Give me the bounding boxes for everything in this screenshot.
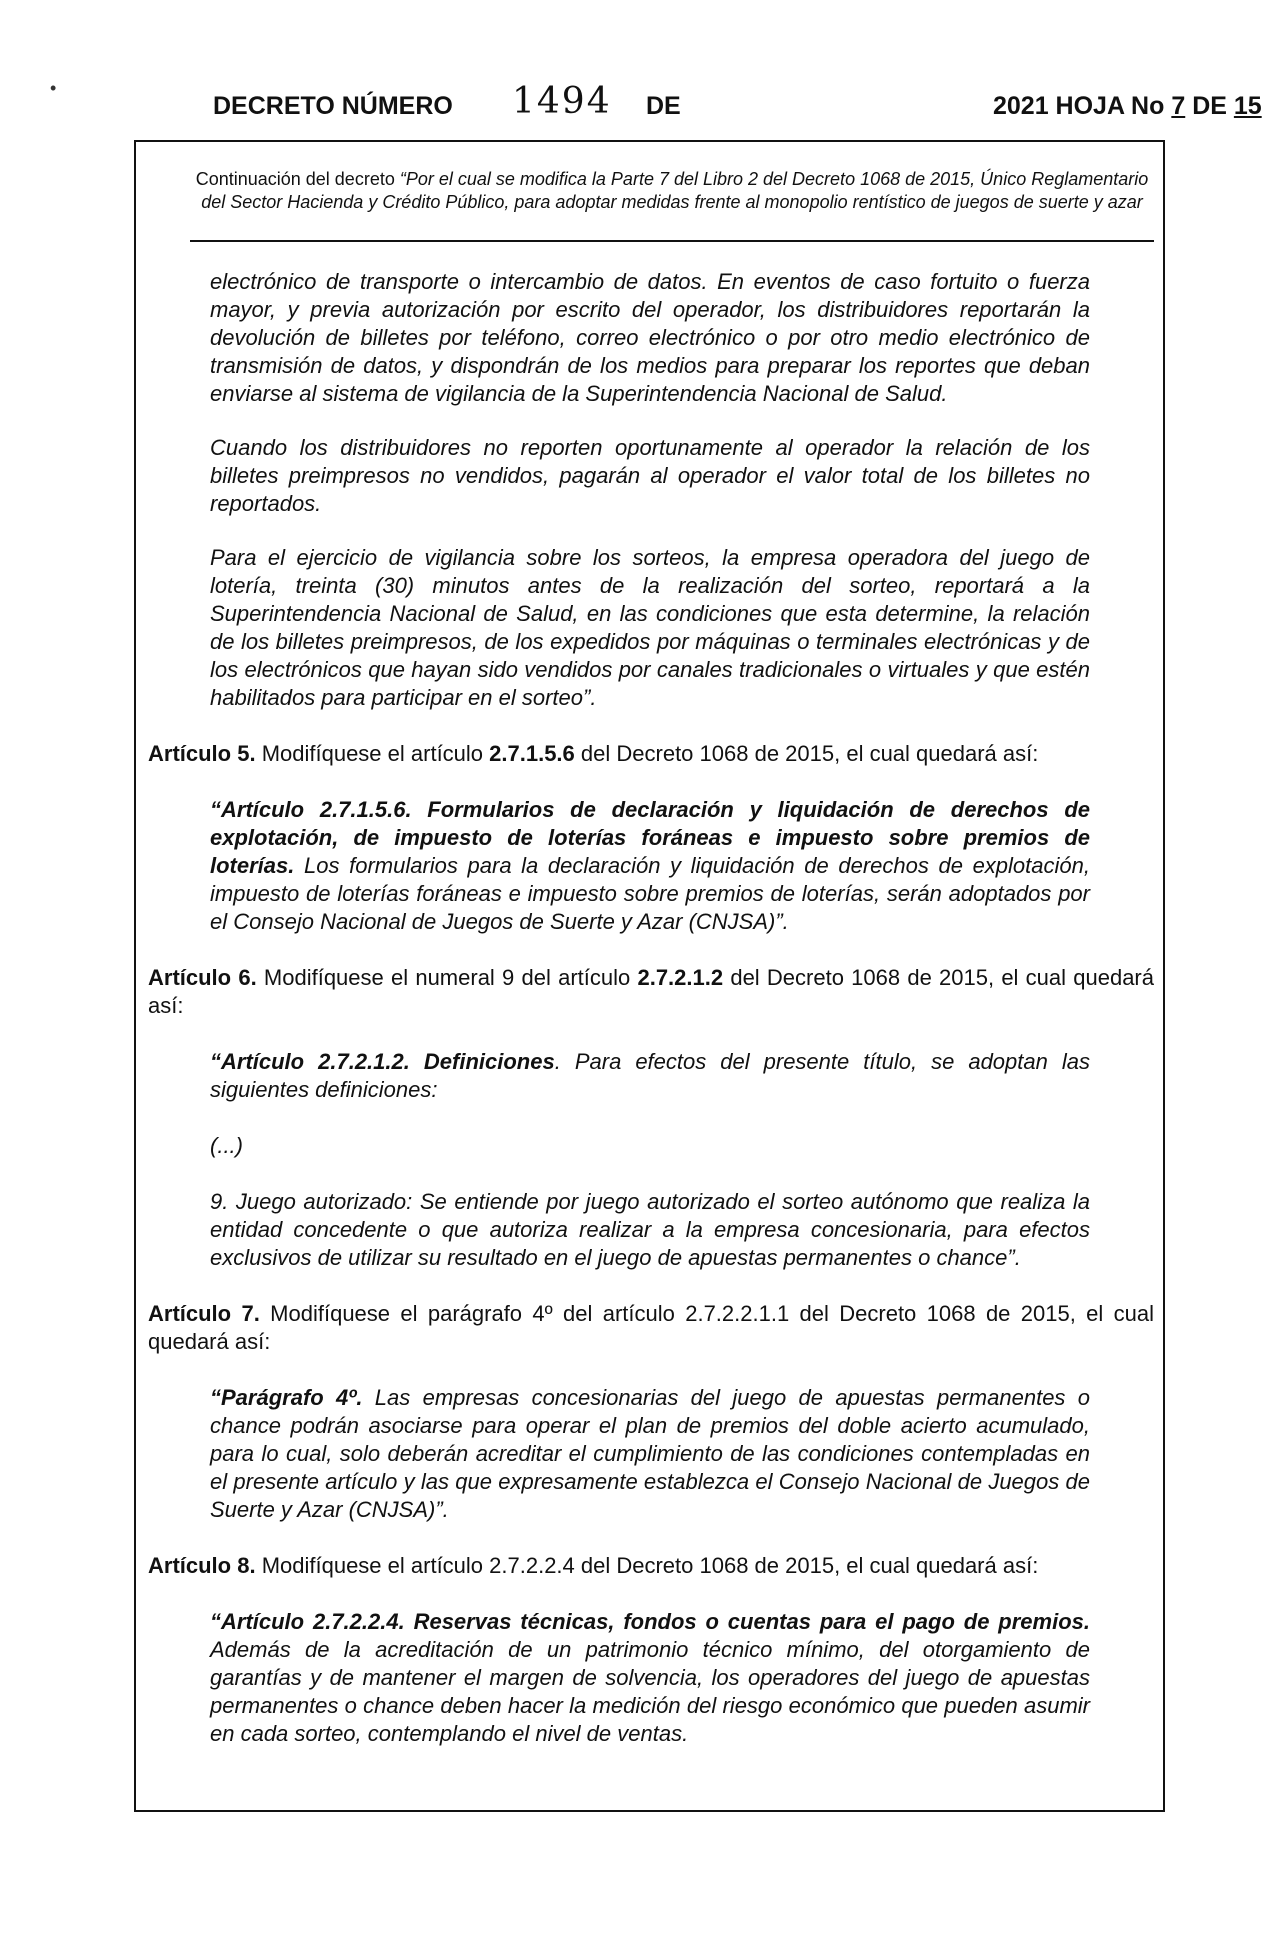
- year-and-page-label: [993, 86, 1262, 126]
- paragraph-devolucion: electrónico de transporte o intercambio de datos. En eventos de caso fortuito o fuerza mayor, y previa autorización por escrito del operador, los distribuidores reportarán la devolución de billetes por teléfono, correo electrónico o por otro medio electrónico de transmisión de datos, y dispondrán de los medios para preparar los reportes que deban enviarse al sistema de vigilancia de la Superintendencia Nacional de Salud.: [210, 269, 1090, 406]
- article-7-quote: [148, 1384, 1160, 1524]
- article-6-item-9: 9. Juego autorizado: Se entiende por juego autorizado el sorteo autónomo que realiza la entidad concedente o que autoriza realizar a la empresa concesionaria, para efectos exclusivos de utilizar su resultado en el juego de apuestas permanentes o chance”.: [210, 1189, 1090, 1270]
- article-5-text-b: del Decreto 1068 de 2015, el cual quedará así:: [574, 741, 1039, 766]
- article-6-quote-body: . Para efectos del presente título, se adoptan las siguientes definiciones:: [210, 1049, 1091, 1102]
- article-8-quote-body: Además de la acreditación de un patrimonio técnico mínimo, del otorgamiento de garantías y de mantener el margen de solvencia, los operadores del juego de apuestas permanentes o chance deben hacer la medición del riesgo económico que pueden asumir en cada sorteo, contemplando el nivel de ventas.: [210, 1637, 1090, 1746]
- article-5-ref: 2.7.1.5.6: [489, 741, 575, 766]
- article-6-label: Artículo 6.: [148, 965, 257, 990]
- de-label: DE: [646, 92, 681, 120]
- decree-number: 1494: [512, 81, 612, 122]
- paragraph-no-reporten: Cuando los distribuidores no reporten oportunamente al operador la relación de los billetes preimpresos no vendidos, pagarán al operador el valor total de los billetes no reportados.: [210, 435, 1090, 516]
- continuation-lead: Continuación del decreto: [195, 169, 400, 189]
- article-8: [148, 1552, 1160, 1580]
- article-7-label: Artículo 7.: [148, 1301, 260, 1326]
- decree-label: DECRETO NÚMERO: [213, 92, 453, 120]
- continuation-header: [190, 168, 1154, 214]
- article-5: [148, 740, 1160, 768]
- article-6-text-b: del Decreto 1068 de 2015, el cual quedará así:: [148, 965, 1154, 1018]
- header-rule: [190, 240, 1154, 242]
- article-6-quote: [148, 1048, 1160, 1104]
- document-body: [148, 268, 1160, 1748]
- article-5-label: Artículo 5.: [148, 741, 256, 766]
- article-7-quote-body: Las empresas concesionarias del juego de apuestas permanentes o chance podrán asociarse para operar el plan de premios del doble acierto acumulado, para lo cual, solo deberán acreditar el cumplimiento de las condiciones contempladas en el presente artículo y las que expresamente establezca el Consejo Nacional de Juegos de Suerte y Azar (CNJSA)”.: [210, 1385, 1091, 1522]
- article-8-quote: [148, 1608, 1160, 1748]
- scan-mark: •: [50, 78, 57, 98]
- article-5-text-a: Modifíquese el artículo: [255, 741, 490, 766]
- article-7: [148, 1300, 1160, 1356]
- page-total: 15: [1233, 92, 1262, 120]
- article-6-ellipsis: (...): [210, 1133, 243, 1158]
- article-7-quote-heading: “Parágrafo 4º.: [210, 1385, 363, 1410]
- article-5-quote-body: Los formularios para la declaración y liquidación de derechos de explotación, impuesto de loterías foráneas e impuesto sobre premios de loterías, serán adoptados por el Consejo Nacional de Juegos de Suerte y Azar (CNJSA)”.: [210, 853, 1090, 934]
- article-7-text: Modifíquese el parágrafo 4º del artículo 2.7.2.2.1.1 del Decreto 1068 de 2015, el cual quedará así:: [148, 1301, 1155, 1354]
- page-number: 7: [1171, 92, 1186, 120]
- article-8-text: Modifíquese el artículo 2.7.2.2.4 del Decreto 1068 de 2015, el cual quedará así:: [255, 1553, 1039, 1578]
- article-5-quote-heading: “Artículo 2.7.1.5.6. Formularios de declaración y liquidación de derechos de explotación, de impuesto de loterías foráneas e impuesto sobre premios de loterías.: [210, 797, 1090, 878]
- article-8-label: Artículo 8.: [148, 1553, 256, 1578]
- paragraph-vigilancia: Para el ejercicio de vigilancia sobre los sorteos, la empresa operadora del juego de lotería, treinta (30) minutos antes de la realización del sorteo, reportará a la Superintendencia Nacional de Salud, en las condiciones que esta determine, la relación de los billetes preimpresos, de los expedidos por máquinas o terminales electrónicas y de los electrónicos que hayan sido vendidos por canales tradicionales o virtuales y que estén habilitados para participar en el sorteo”.: [210, 545, 1090, 710]
- article-6-quote-heading: “Artículo 2.7.2.1.2. Definiciones: [210, 1049, 555, 1074]
- continuation-title: “Por el cual se modifica la Parte 7 del Libro 2 del Decreto 1068 de 2015, Único Reglamentario del Sector Hacienda y Crédito Público, para adoptar medidas frente al monopolio rentístico de juegos de suerte y azar: [201, 169, 1149, 212]
- article-6-ref: 2.7.2.1.2: [637, 965, 724, 990]
- year-hoja-label: 2021 HOJA No: [993, 92, 1165, 120]
- article-8-quote-heading: “Artículo 2.7.2.2.4. Reservas técnicas, fondos o cuentas para el pago de premios.: [210, 1609, 1090, 1634]
- article-6: [148, 964, 1160, 1020]
- article-5-quote: [148, 796, 1160, 936]
- page-of-label: DE: [1192, 92, 1227, 120]
- article-6-text-a: Modifíquese el numeral 9 del artículo: [256, 965, 638, 990]
